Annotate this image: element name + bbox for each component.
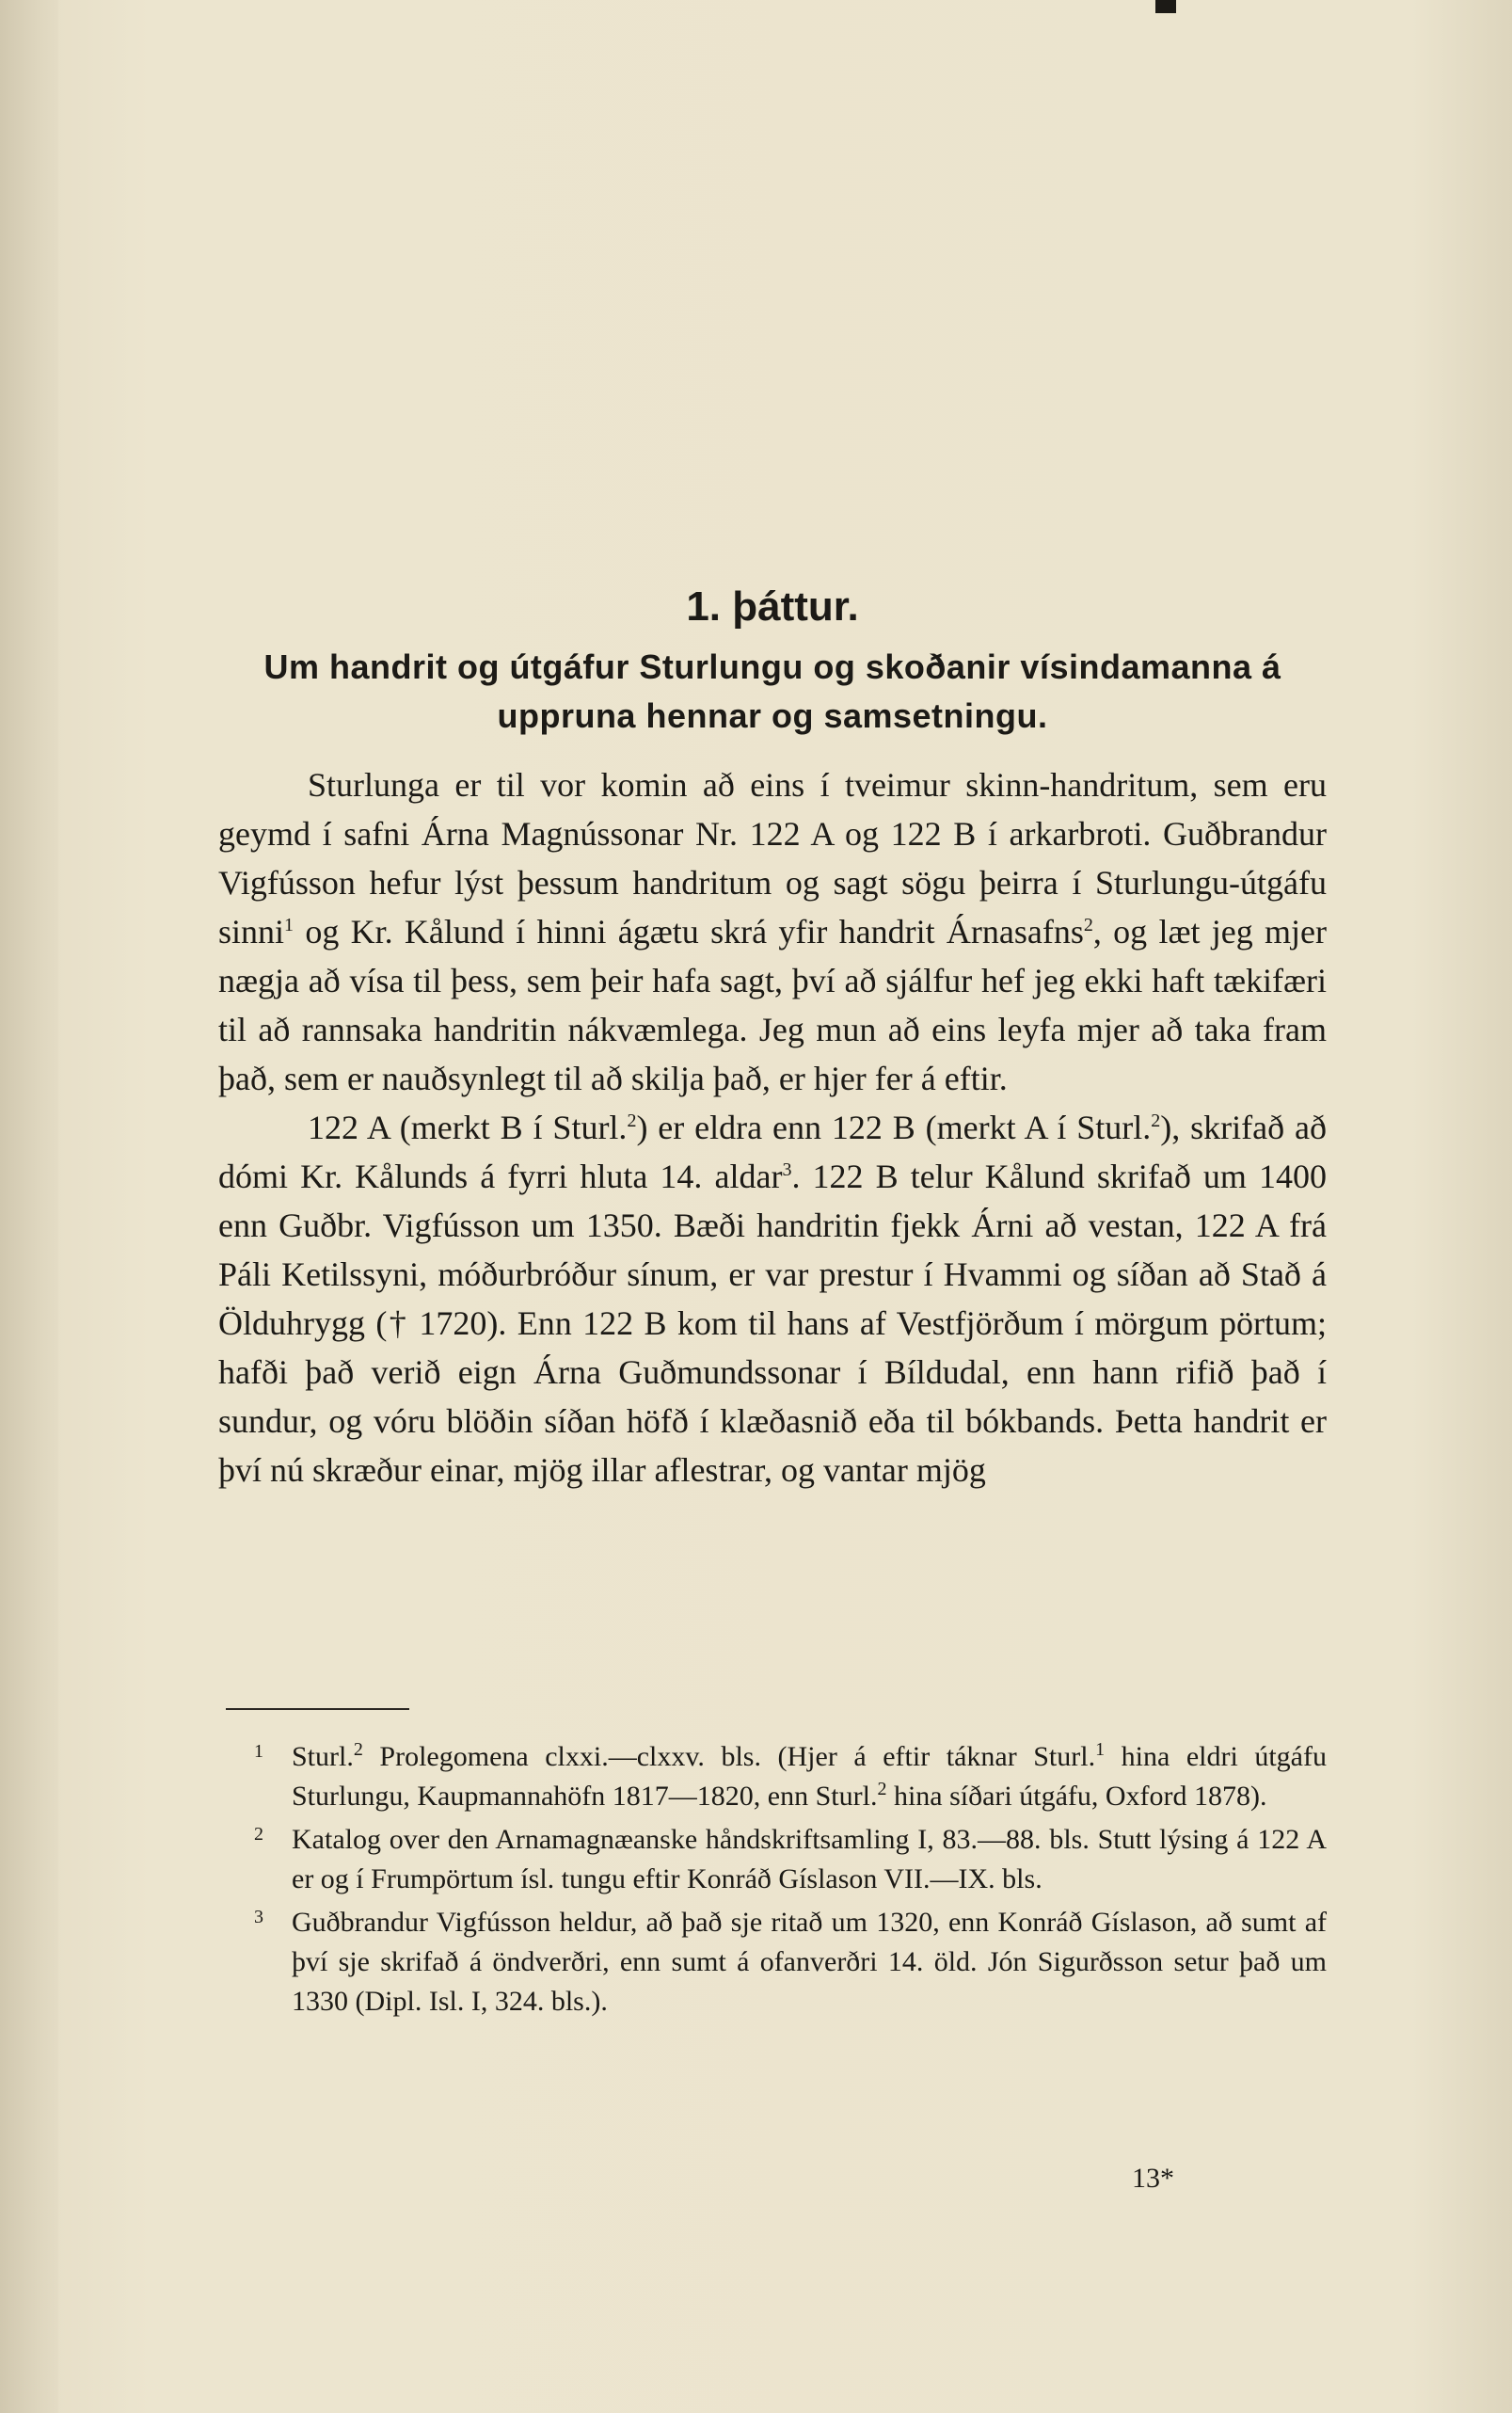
paragraph-text: ) er eldra enn 122 B (merkt A í Sturl. [636,1109,1152,1146]
page-gutter-shadow [0,0,58,2413]
footnote-3 [254,1903,1327,2021]
footnote-text: Prolegomena clxxi.—clxxv. bls. (Hjer á eftir táknar Sturl. [362,1741,1096,1772]
chapter-subtitle-line-1: Um handrit og útgáfur Sturlungu og skoðanir vísindamanna á [263,647,1281,686]
paragraph-text: ), skrifað að dómi Kr. Kålunds á fyrri hluta 14. aldar [218,1109,1327,1195]
footnote-2 [254,1820,1327,1899]
edition-ref: 2 [877,1779,887,1799]
footnote-text: Katalog over den Arnamagnæanske håndskriftsamling I, 83.—88. bls. Stutt lýsing á 122 A er og í Frumpörtum ísl. tungu eftir Konráð Gíslason VII.—IX. bls. [292,1824,1327,1894]
edition-ref: 2 [627,1111,637,1131]
paragraph-1 [218,760,1327,1103]
footnote-text: hina eldri útgáfu Sturlungu, Kaupmannahöfn 1817—1820, enn Sturl. [292,1741,1327,1812]
footnote-text: hina síðari útgáfu, Oxford 1878). [886,1781,1267,1812]
paragraph-text: 122 A (merkt B í Sturl. [308,1109,628,1146]
footnote-divider [226,1708,409,1710]
edition-ref: 2 [353,1739,363,1760]
chapter-title: 1. þáttur. [686,583,859,630]
ink-blot [1155,0,1176,13]
footnote-ref: 2 [1083,915,1093,935]
footnote-1 [254,1737,1327,1816]
edition-ref: 1 [1095,1739,1106,1760]
footnote-text: Guðbrandur Vigfússon heldur, að það sje ritað um 1320, enn Konráð Gíslason, að sumt af því sje skrifað á öndverðri, enn sumt á ofanverðri 14. öld. Jón Sigurðsson setur það um 1330 (Dipl. Isl. I, 324. bls.). [292,1907,1327,2017]
footnote-ref: 1 [284,915,294,935]
page-number: 13* [1132,2163,1174,2194]
footnotes [254,1737,1327,2025]
footnote-marker: 3 [254,1907,263,1927]
footnote-text: Sturl. [292,1741,354,1772]
footnote-marker: 1 [254,1741,263,1762]
body-text [218,760,1327,1494]
chapter-subtitle-line-2: uppruna hennar og samsetningu. [497,696,1048,735]
footnote-marker: 2 [254,1824,263,1845]
edition-ref: 2 [1151,1111,1161,1131]
paragraph-text: Sturlunga er til vor komin að eins í tveimur skinn-handritum, sem eru geymd í safni Árna Magnússonar Nr. 122 A og 122 B í arkarbroti. Guðbrandur Vigfússon hefur lýst þessum handritum og sagt sögu þeirra í Sturlungu-útgáfu sinni [218,766,1327,951]
paragraph-2 [218,1103,1327,1494]
paragraph-text: og Kr. Kålund í hinni ágætu skrá yfir handrit Árnasafns [294,913,1084,951]
paragraph-text: . 122 B telur Kålund skrifað um 1400 enn Guðbr. Vigfússon um 1350. Bæði handritin fjekk Árni að vestan, 122 A frá Páli Ketilssyni, móðurbróður sínum, er var prestur í Hvammi og síðan að Stað á Ölduhrygg († 1720). Enn 122 B kom til hans af Vestfjörðum í mörgum pörtum; hafði það verið eign Árna Guðmundssonar í Bíldudal, enn hann rifið það í sundur, og vóru blöðin síðan höfð í klæðasnið eða til bókbands. Þetta handrit er því nú skræður einar, mjög illar aflestrar, og vantar mjög [218,1158,1327,1489]
footnote-ref: 3 [782,1159,792,1180]
paragraph-text: , og læt jeg mjer nægja að vísa til þess, sem þeir hafa sagt, því að sjálfur hef jeg ekki haft tækifæri til að rannsaka handritin nákvæmlega. Jeg mun að eins leyfa mjer að taka fram það, sem er nauðsynlegt til að skilja það, er hjer fer á eftir. [218,913,1327,1097]
